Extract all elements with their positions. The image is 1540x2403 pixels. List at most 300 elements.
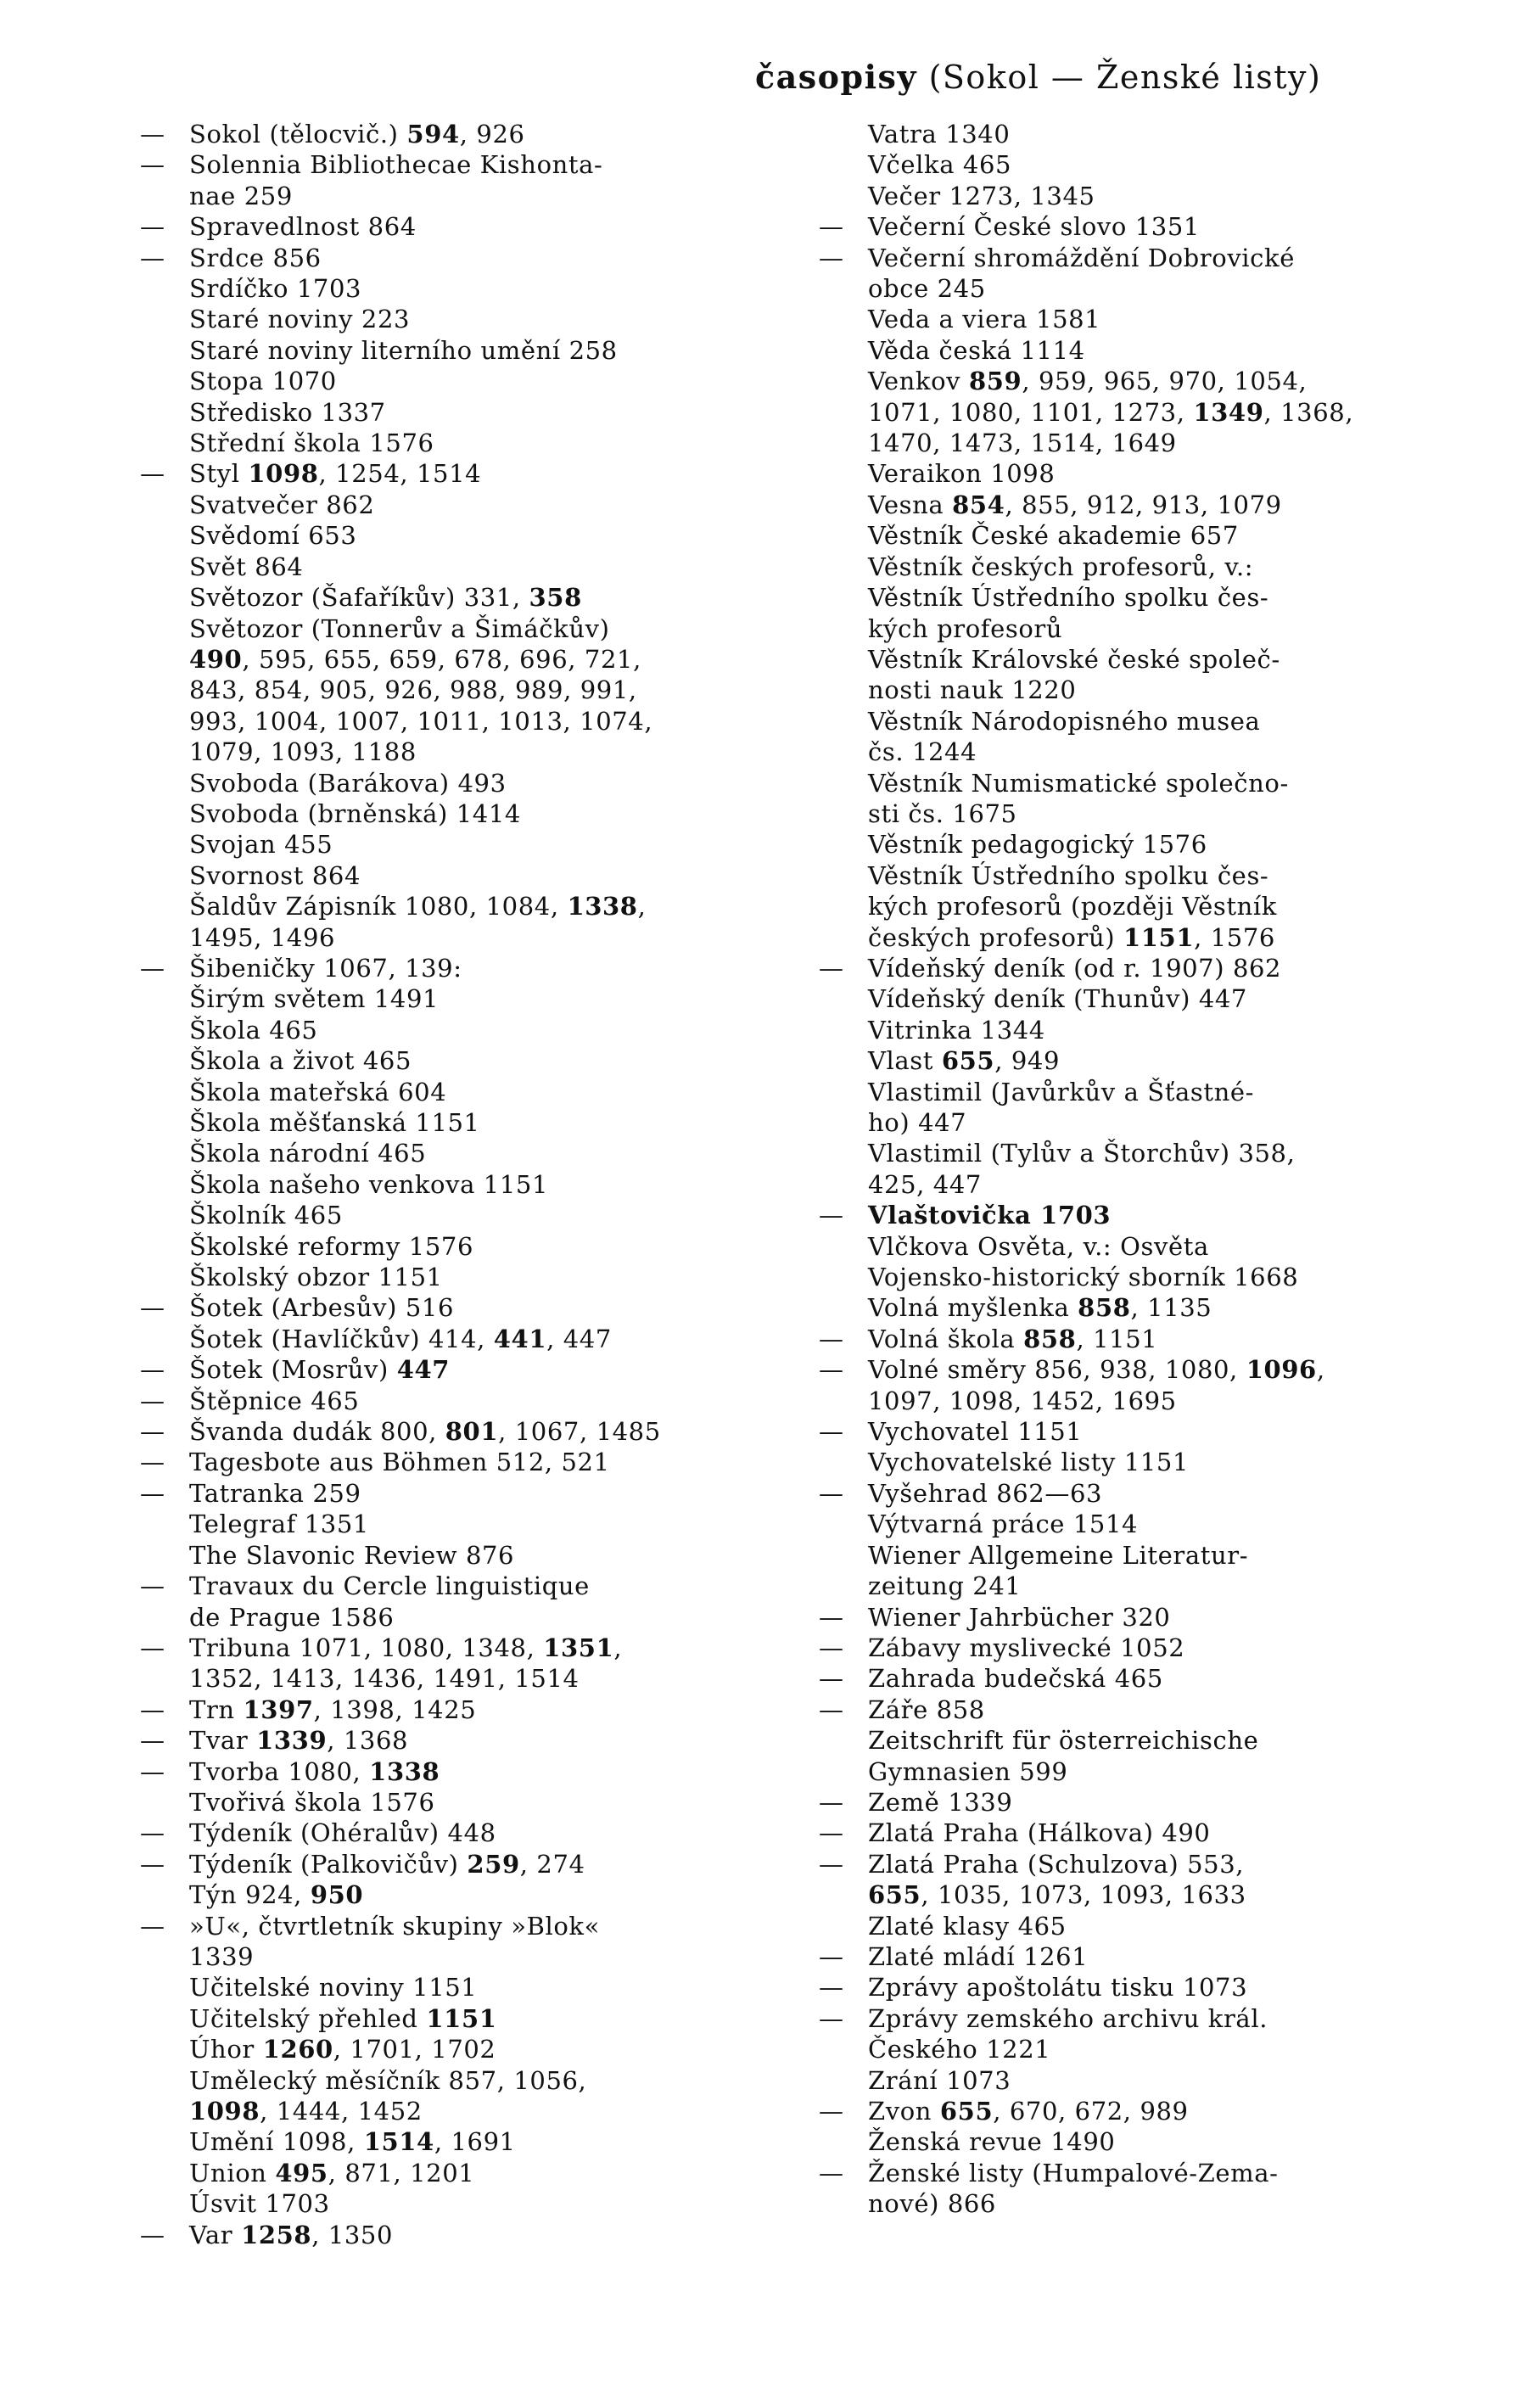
entry-text: Vatra 1340 — [868, 120, 1011, 148]
entry-text: 843, 854, 905, 926, 988, 989, 991, — [189, 675, 637, 705]
entry-dash: — — [140, 120, 165, 148]
index-entry-line — [140, 829, 751, 860]
index-entry-line — [140, 458, 751, 489]
index-entry-line — [819, 1540, 1421, 1571]
entry-text: Tvar — [189, 1726, 257, 1756]
entry-text: Svatvečer 862 — [189, 490, 375, 519]
entry-text: Vlastimil (Javůrkův a Šťastné- — [868, 1077, 1255, 1106]
entry-text: , 447 — [546, 1324, 612, 1353]
index-entry-line — [819, 243, 1421, 273]
index-entry-line — [819, 1849, 1421, 1879]
index-entry-line — [140, 1663, 751, 1694]
index-entry-line — [819, 1416, 1421, 1447]
index-entry-line — [140, 891, 751, 921]
entry-text: Učitelský přehled — [189, 2003, 427, 2033]
entry-dash: — — [140, 1448, 165, 1477]
entry-text: de Prague 1586 — [189, 1602, 395, 1632]
entry-text: Českého 1221 — [868, 2035, 1051, 2064]
entry-text: , 1398, 1425 — [313, 1694, 477, 1724]
entry-text: zeitung 241 — [868, 1571, 1022, 1601]
entry-text: Věstník Ústředního spolku čes- — [868, 860, 1269, 890]
entry-text: Volné směry 856, 938, 1080, — [868, 1355, 1246, 1385]
entry-text: , 949 — [994, 1046, 1061, 1076]
entry-bold-page: 1260 — [262, 2035, 333, 2064]
index-entry-line — [819, 490, 1421, 520]
entry-text: Srdce 856 — [189, 243, 322, 272]
entry-text: Večerní shromáždění Dobrovické — [868, 243, 1295, 272]
entry-text: 1352, 1413, 1436, 1491, 1514 — [189, 1664, 580, 1694]
entry-text: Umění 1098, — [189, 2127, 364, 2157]
index-entry-line — [140, 490, 751, 520]
entry-text: Školský obzor 1151 — [189, 1263, 443, 1292]
entry-text: Středisko 1337 — [189, 397, 386, 427]
entry-text: Vitrinka 1344 — [868, 1015, 1045, 1045]
index-entry-line — [140, 1694, 751, 1725]
entry-text: Škola a život 465 — [189, 1046, 412, 1076]
entry-text: , 959, 965, 970, 1054, — [1022, 367, 1308, 396]
index-entry-line — [819, 1262, 1421, 1292]
entry-text: »U«, čtvrtletník skupiny »Blok« — [189, 1911, 600, 1941]
index-entry-line — [819, 1324, 1421, 1354]
index-entry-line — [140, 1292, 751, 1323]
entry-text: 1339 — [189, 1941, 255, 1971]
entry-text: Výtvarná práce 1514 — [868, 1510, 1139, 1539]
index-entry-line — [819, 1633, 1421, 1663]
entry-text: , 595, 655, 659, 678, 696, 721, — [242, 644, 641, 674]
entry-text: Zlatá Praha (Schulzova) 553, — [868, 1849, 1245, 1879]
entry-text: Wiener Allgemeine Literatur- — [868, 1540, 1249, 1570]
entry-bold-page: 801 — [445, 1417, 499, 1447]
entry-dash: — — [140, 243, 165, 272]
entry-text: Věstník Ústředního spolku čes- — [868, 583, 1269, 613]
index-entry-line — [140, 397, 751, 428]
entry-bold-page: 655 — [868, 1880, 921, 1910]
index-entry-line — [819, 1571, 1421, 1601]
entry-dash: — — [140, 1849, 165, 1879]
index-entry-line — [140, 2126, 751, 2157]
entry-text: Zlaté klasy 465 — [868, 1911, 1067, 1941]
index-entry-line — [140, 1169, 751, 1200]
index-entry-line — [140, 1602, 751, 1633]
index-entry-line — [819, 273, 1421, 304]
index-entry-line — [140, 737, 751, 767]
index-entry-line — [140, 1015, 751, 1045]
index-entry-line — [819, 335, 1421, 366]
index-entry-line — [819, 2065, 1421, 2096]
index-entry-line — [819, 2096, 1421, 2126]
entry-text: Vlast — [868, 1046, 942, 1076]
entry-text: Zahrada budečská 465 — [868, 1664, 1163, 1694]
entry-text: Světozor (Šafaříkův) 331, — [189, 583, 529, 613]
index-entry-line — [819, 1015, 1421, 1045]
entry-text: Umělecký měsíčník 857, 1056, — [189, 2065, 587, 2095]
index-entry-line — [140, 149, 751, 180]
index-entry-line — [140, 1386, 751, 1416]
entry-text: Veraikon 1098 — [868, 459, 1056, 489]
index-entry-line — [140, 1849, 751, 1879]
entry-bold-page: 858 — [1078, 1293, 1131, 1323]
index-entry-line — [819, 1354, 1421, 1385]
entry-dash: — — [140, 1694, 165, 1724]
entry-bold-page: 1258 — [241, 2220, 312, 2249]
entry-bold-page: 1397 — [243, 1694, 314, 1724]
entry-text: nosti nauk 1220 — [868, 675, 1077, 705]
index-entry-line — [140, 1138, 751, 1168]
entry-text: Srdíčko 1703 — [189, 274, 362, 304]
entry-text: , 1368 — [327, 1726, 409, 1756]
entry-bold-page: 858 — [1023, 1324, 1077, 1353]
index-entry-line — [819, 953, 1421, 983]
entry-text: 1097, 1098, 1452, 1695 — [868, 1386, 1177, 1415]
index-entry-line — [819, 860, 1421, 891]
index-entry-line — [819, 552, 1421, 582]
entry-text: Střední škola 1576 — [189, 429, 434, 458]
entry-text: Gymnasien 599 — [868, 1756, 1068, 1786]
index-entry-line — [819, 1045, 1421, 1076]
entry-dash: — — [819, 1201, 844, 1230]
entry-text: Škola našeho venkova 1151 — [189, 1169, 548, 1199]
entry-text: Zábavy myslivecké 1052 — [868, 1633, 1185, 1662]
entry-text: 1495, 1496 — [189, 922, 336, 952]
index-column-right — [819, 119, 1421, 2220]
entry-bold-page: 1151 — [426, 2003, 497, 2033]
index-entry-line — [819, 1107, 1421, 1138]
entry-text: The Slavonic Review 876 — [189, 1540, 515, 1570]
entry-bold-page: 1096 — [1246, 1355, 1317, 1385]
entry-text: Svět 864 — [189, 552, 304, 581]
entry-text: 1470, 1473, 1514, 1649 — [868, 429, 1177, 458]
index-entry-line — [819, 1386, 1421, 1416]
index-entry-line — [140, 1447, 751, 1477]
index-entry-line — [140, 953, 751, 983]
index-entry-line — [140, 1911, 751, 1941]
index-entry-line — [819, 304, 1421, 334]
entry-text: Věstník Národopisného musea — [868, 706, 1261, 736]
entry-text: , — [613, 1633, 623, 1662]
entry-text: , 1067, 1485 — [498, 1417, 661, 1447]
entry-text: 1079, 1093, 1188 — [189, 737, 417, 767]
index-entry-line — [819, 1478, 1421, 1509]
entry-dash: — — [140, 1571, 165, 1601]
entry-text: Vídeňský deník (Thunův) 447 — [868, 984, 1247, 1014]
entry-dash: — — [140, 1478, 165, 1508]
entry-dash: — — [819, 2003, 844, 2033]
entry-dash: — — [819, 1787, 844, 1817]
entry-text: , 1035, 1073, 1093, 1633 — [921, 1880, 1246, 1910]
index-entry-line — [140, 366, 751, 396]
index-entry-line — [140, 2003, 751, 2034]
entry-text: Večerní České slovo 1351 — [868, 212, 1200, 242]
entry-text: , 1444, 1452 — [260, 2097, 423, 2126]
index-entry-line — [819, 1787, 1421, 1818]
index-entry-line — [819, 1509, 1421, 1539]
entry-text: , 670, 672, 989 — [993, 2097, 1189, 2126]
entry-text: Včelka 465 — [868, 150, 1012, 180]
index-entry-line — [140, 1200, 751, 1230]
entry-text: Zvon — [868, 2097, 940, 2126]
entry-text: Zprávy apoštolátu tisku 1073 — [868, 1973, 1248, 2002]
entry-text: Zprávy zemského archivu král. — [868, 2003, 1268, 2033]
index-entry-line — [140, 2220, 751, 2250]
entry-text: , 1254, 1514 — [318, 459, 482, 489]
entry-text: Tagesbote aus Böhmen 512, 521 — [189, 1448, 610, 1477]
entry-dash: — — [819, 2158, 844, 2187]
index-entry-line — [140, 1354, 751, 1385]
entry-text: Vlastimil (Tylův a Štorchův) 358, — [868, 1139, 1296, 1168]
entry-text: Travaux du Cercle linguistique — [189, 1571, 590, 1601]
index-entry-line — [819, 613, 1421, 644]
index-entry-line — [140, 552, 751, 582]
entry-dash: — — [140, 2220, 165, 2249]
entry-dash: — — [819, 1602, 844, 1632]
entry-bold-page: 447 — [396, 1355, 451, 1385]
entry-text: sti čs. 1675 — [868, 798, 1017, 828]
entry-text: Věstník českých profesorů, v.: — [868, 552, 1254, 581]
entry-text: , 1691 — [434, 2127, 516, 2157]
entry-text: 1071, 1080, 1101, 1273, — [868, 397, 1194, 427]
entry-dash: — — [819, 1694, 844, 1724]
index-entry-line — [140, 1756, 751, 1787]
index-entry-line — [140, 1324, 751, 1354]
entry-dash: — — [140, 212, 165, 242]
index-entry-line — [819, 149, 1421, 180]
entry-text: Věstník České akademie 657 — [868, 521, 1239, 551]
index-entry-line — [819, 1818, 1421, 1848]
index-entry-line — [819, 1602, 1421, 1633]
index-entry-line — [819, 1200, 1421, 1230]
entry-text: Věstník Královské české společ- — [868, 644, 1280, 674]
entry-text: Věda česká 1114 — [868, 335, 1085, 365]
entry-text: Ženské listy (Humpalové-Zema- — [868, 2158, 1279, 2187]
entry-text: Spravedlnost 864 — [189, 212, 417, 242]
entry-dash: — — [140, 1293, 165, 1323]
entry-text: Úhor — [189, 2035, 263, 2064]
entry-text: Týdeník (Palkovičův) — [189, 1849, 468, 1879]
entry-text: Širým světem 1491 — [189, 984, 440, 1014]
entry-dash: — — [140, 459, 165, 489]
index-entry-line — [140, 1633, 751, 1663]
entry-bold-page: 490 — [189, 644, 243, 674]
entry-text: Škola měšťanská 1151 — [189, 1108, 480, 1137]
entry-text: Vlčkova Osvěta, v.: Osvěta — [868, 1231, 1209, 1261]
entry-dash: — — [140, 1355, 165, 1385]
entry-text: Vychovatel 1151 — [868, 1417, 1083, 1447]
entry-bold-page: 1514 — [363, 2127, 434, 2157]
index-entry-line — [140, 335, 751, 366]
entry-text: Zlaté mládí 1261 — [868, 1941, 1089, 1971]
entry-bold-page: 655 — [939, 2097, 994, 2126]
index-entry-line — [140, 860, 751, 891]
index-entry-line — [819, 520, 1421, 551]
entry-text: Staré noviny 223 — [189, 305, 411, 334]
index-entry-line — [819, 1231, 1421, 1262]
entry-bold-page: 259 — [467, 1849, 520, 1879]
entry-text: Učitelské noviny 1151 — [189, 1973, 478, 2002]
entry-text: Telegraf 1351 — [189, 1510, 369, 1539]
entry-text: Venkov — [868, 367, 969, 396]
index-entry-line — [819, 829, 1421, 860]
index-entry-line — [140, 119, 751, 149]
entry-dash: — — [140, 1756, 165, 1786]
entry-bold-page: 950 — [310, 1880, 364, 1910]
entry-bold-page: 1338 — [567, 892, 638, 921]
entry-text: Zeitschrift für österreichische — [868, 1726, 1259, 1756]
entry-bold-page: 1151 — [1123, 922, 1195, 952]
index-entry-line — [140, 1972, 751, 2002]
index-entry-line — [140, 983, 751, 1014]
index-entry-line — [819, 1447, 1421, 1477]
index-entry-line — [819, 2126, 1421, 2157]
entry-text: Šotek (Arbesův) 516 — [189, 1293, 455, 1323]
entry-text: Šibeničky 1067, 139: — [189, 953, 462, 983]
entry-text: , 274 — [519, 1849, 585, 1879]
entry-bold-page: Vlaštovička 1703 — [868, 1201, 1112, 1230]
index-entry-line — [140, 428, 751, 458]
index-entry-line — [140, 1478, 751, 1509]
entry-text: Volná myšlenka — [868, 1293, 1078, 1323]
entry-text: Škola 465 — [189, 1015, 318, 1045]
index-entry-line — [140, 1231, 751, 1262]
entry-dash: — — [819, 2097, 844, 2126]
index-entry-line — [819, 644, 1421, 675]
entry-dash: — — [140, 1386, 165, 1415]
entry-dash: — — [819, 1417, 844, 1447]
index-entry-line — [140, 613, 751, 644]
index-entry-line — [140, 2034, 751, 2064]
entry-text: Týn 924, — [189, 1880, 311, 1910]
entry-text: Svornost 864 — [189, 860, 361, 890]
index-entry-line — [140, 1818, 751, 1848]
entry-text: českých profesorů) — [868, 922, 1123, 952]
index-entry-line — [819, 1879, 1421, 1910]
entry-dash: — — [140, 1911, 165, 1941]
index-entry-line — [819, 1911, 1421, 1941]
entry-text: , 1151 — [1076, 1324, 1158, 1353]
entry-text: , — [1316, 1355, 1325, 1385]
entry-text: Tatranka 259 — [189, 1478, 361, 1508]
entry-bold-page: 594 — [406, 120, 460, 148]
entry-text: Záře 858 — [868, 1694, 985, 1724]
index-entry-line — [819, 1694, 1421, 1725]
index-entry-line — [819, 1077, 1421, 1107]
entry-text: Škola národní 465 — [189, 1139, 427, 1168]
index-entry-line — [140, 1787, 751, 1818]
index-entry-line — [140, 304, 751, 334]
entry-bold-page: 655 — [941, 1046, 995, 1076]
index-entry-line — [819, 2034, 1421, 2064]
entry-text: kých profesorů — [868, 613, 1063, 643]
index-entry-line — [140, 768, 751, 798]
entry-text: Světozor (Tonnerův a Šimáčkův) — [189, 613, 610, 643]
entry-text: Týdeník (Ohéralův) 448 — [189, 1818, 496, 1848]
index-entry-line — [819, 1138, 1421, 1168]
index-entry-line — [140, 1077, 751, 1107]
index-entry-line — [819, 458, 1421, 489]
entry-dash: — — [140, 150, 165, 180]
entry-dash: — — [819, 1633, 844, 1662]
entry-text: 425, 447 — [868, 1169, 982, 1199]
entry-bold-page: 1351 — [543, 1633, 614, 1662]
entry-text: Wiener Jahrbücher 320 — [868, 1602, 1171, 1632]
index-entry-line — [140, 2065, 751, 2096]
entry-bold-page: 1338 — [369, 1756, 440, 1786]
entry-text: Ženská revue 1490 — [868, 2127, 1116, 2157]
index-entry-line — [140, 1540, 751, 1571]
entry-text: Styl — [189, 459, 249, 489]
entry-text: , 1350 — [311, 2220, 394, 2249]
entry-text: , 1701, 1702 — [333, 2035, 496, 2064]
index-entry-line — [819, 1725, 1421, 1756]
index-entry-line — [819, 1169, 1421, 1200]
index-entry-line — [140, 675, 751, 705]
entry-bold-page: 1349 — [1193, 397, 1264, 427]
entry-text: Solennia Bibliothecae Kishonta- — [189, 150, 603, 180]
index-entry-line — [819, 2158, 1421, 2188]
entry-text: Vojensko-historický sborník 1668 — [868, 1263, 1299, 1292]
entry-text: Vyšehrad 862—63 — [868, 1478, 1103, 1508]
entry-text: Štěpnice 465 — [189, 1386, 360, 1415]
entry-text: Školské reformy 1576 — [189, 1231, 473, 1261]
entry-text: Země 1339 — [868, 1787, 1013, 1817]
index-entry-line — [140, 273, 751, 304]
entry-text: Škola mateřská 604 — [189, 1077, 447, 1106]
index-entry-line — [140, 181, 751, 211]
index-entry-line — [140, 1045, 751, 1076]
entry-text: Zrání 1073 — [868, 2065, 1011, 2095]
running-header-bold: časopisy — [755, 58, 917, 96]
index-entry-line — [819, 397, 1421, 428]
index-entry-line — [140, 922, 751, 953]
entry-bold-page: 495 — [275, 2158, 328, 2187]
entry-text: Tvorba 1080, — [189, 1756, 370, 1786]
index-entry-line — [819, 768, 1421, 798]
entry-dash: — — [819, 243, 844, 272]
entry-text: , 1576 — [1194, 922, 1275, 952]
entry-text: 993, 1004, 1007, 1011, 1013, 1074, — [189, 706, 653, 736]
index-entry-line — [819, 366, 1421, 396]
entry-text: Sokol (tělocvič.) — [189, 120, 407, 148]
index-entry-line — [819, 983, 1421, 1014]
index-entry-line — [140, 644, 751, 675]
entry-bold-page: 854 — [952, 490, 1005, 519]
entry-text: , — [637, 892, 647, 921]
index-entry-line — [819, 1972, 1421, 2002]
index-entry-line — [140, 582, 751, 613]
entry-dash: — — [819, 1478, 844, 1508]
entry-dash: — — [819, 1849, 844, 1879]
index-entry-line — [140, 1262, 751, 1292]
index-entry-line — [140, 1571, 751, 1601]
entry-dash: — — [140, 1633, 165, 1662]
index-entry-line — [819, 428, 1421, 458]
entry-dash: — — [819, 1941, 844, 1971]
index-entry-line — [819, 737, 1421, 767]
entry-text: Vychovatelské listy 1151 — [868, 1448, 1190, 1477]
index-entry-line — [140, 2188, 751, 2219]
entry-text: nové) 866 — [868, 2189, 996, 2219]
index-column-left — [140, 119, 751, 2250]
entry-text: Vídeňský deník (od r. 1907) 862 — [868, 953, 1282, 983]
entry-text: , 1368, — [1263, 397, 1354, 427]
index-entry-line — [819, 675, 1421, 705]
entry-dash: — — [819, 1324, 844, 1353]
running-header-range: (Sokol — Ženské listy) — [916, 59, 1322, 96]
index-entry-line — [140, 1416, 751, 1447]
entry-text: čs. 1244 — [868, 737, 977, 767]
index-entry-line — [819, 706, 1421, 737]
entry-dash: — — [819, 1818, 844, 1848]
index-entry-line — [819, 2188, 1421, 2219]
